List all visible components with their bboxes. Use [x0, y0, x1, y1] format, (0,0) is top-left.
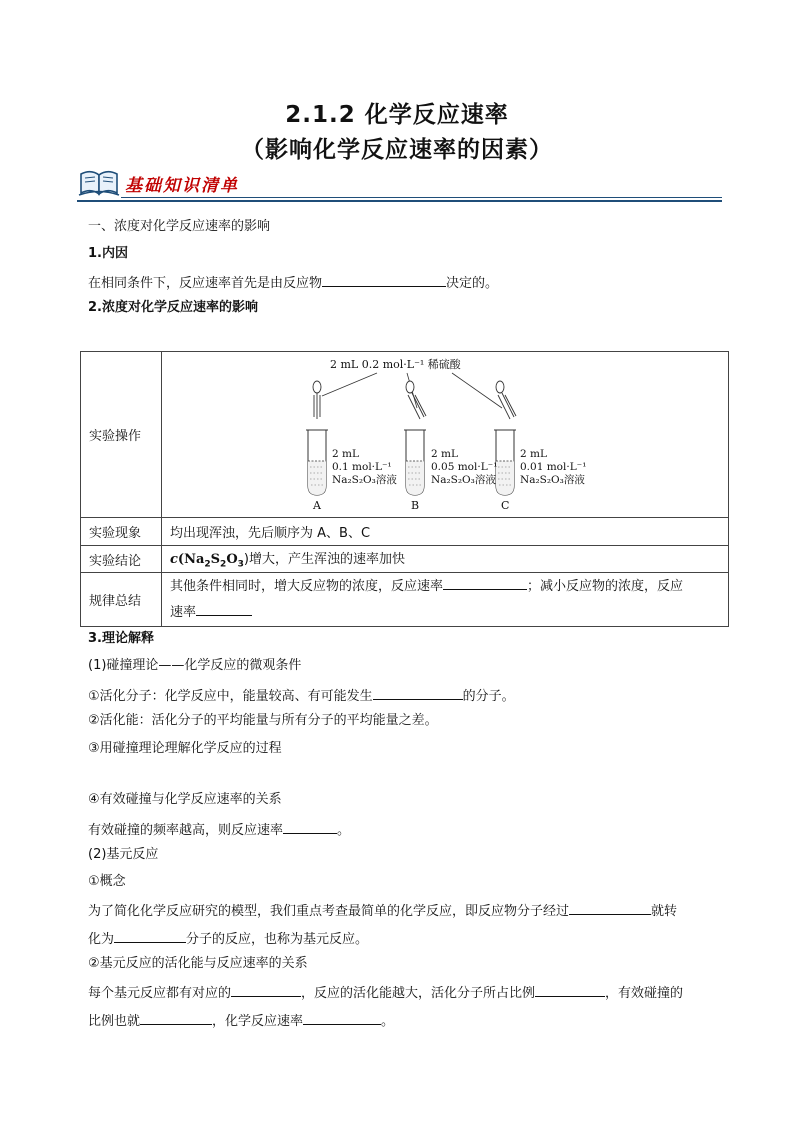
- row-label: 实验现象: [81, 518, 162, 546]
- table-row: [81, 352, 729, 518]
- tube-b-volume: 2 mL: [431, 447, 458, 460]
- section3-p13: [88, 1010, 394, 1031]
- experiment-table: [80, 351, 729, 627]
- section3-p1: (1)碰撞理论——化学反应的微观条件: [88, 658, 302, 673]
- page-subtitle: （影响化学反应速率的因素）: [241, 137, 553, 163]
- text-fragment: 其他条件相同时，增大反应物的浓度，反应速率: [170, 578, 444, 594]
- text-fragment: ，化学反应速率: [212, 1014, 304, 1029]
- conclusion-text: )增大，产生浑浊的速率加快: [243, 552, 405, 568]
- row-label: 实验操作: [81, 352, 162, 518]
- section3-p4: ③用碰撞理论理解化学反应的过程: [88, 741, 282, 756]
- tube-label-b: B: [411, 498, 420, 512]
- text-fragment: ；减小反应物的浓度，反应: [527, 578, 684, 594]
- text-fragment: 决定的。: [446, 276, 499, 291]
- formula-part: (Na: [177, 552, 205, 568]
- formula-c: c: [170, 552, 178, 568]
- formula-sub: 3: [237, 559, 244, 570]
- tube-c-solution: Na₂S₂O₃溶液: [520, 473, 585, 486]
- tube-label-a: A: [313, 498, 321, 512]
- section1-heading: 一、浓度对化学反应速率的影响: [88, 219, 271, 234]
- answer-blank[interactable]: [231, 982, 301, 997]
- section3-p12: [88, 982, 683, 1003]
- text-fragment: 的分子。: [462, 689, 515, 704]
- section3-p7: (2)基元反应: [88, 847, 159, 862]
- banner-divider-thick: [77, 200, 722, 202]
- answer-blank[interactable]: [322, 272, 446, 287]
- dropper-b: [406, 381, 426, 419]
- banner-label: 基础知识清单: [125, 176, 239, 196]
- text-fragment: 在相同条件下，反应速率首先是由反应物: [88, 276, 323, 291]
- diagram-cell: [162, 352, 729, 518]
- test-tube-a: [306, 430, 328, 512]
- row-content: [162, 573, 729, 627]
- answer-blank[interactable]: [114, 928, 186, 943]
- row-content: [162, 546, 729, 573]
- table-row: [81, 573, 729, 627]
- row-label: 规律总结: [81, 573, 162, 627]
- section3-p11: ②基元反应的活化能与反应速率的关系: [88, 956, 308, 971]
- text-fragment: 速率: [170, 604, 197, 620]
- answer-blank[interactable]: [283, 819, 337, 834]
- table-row: [81, 546, 729, 573]
- text-fragment: 有效碰撞的频率越高，则反应速率: [88, 823, 284, 838]
- summary-line2: [170, 600, 720, 626]
- tube-c-volume: 2 mL: [520, 447, 547, 460]
- answer-blank[interactable]: [569, 900, 651, 915]
- formula-sub: 2: [204, 559, 211, 570]
- text-fragment: 就转: [651, 904, 678, 919]
- tube-a-solution: Na₂S₂O₃溶液: [332, 473, 397, 486]
- answer-blank[interactable]: [443, 575, 527, 590]
- text-fragment: 分子的反应，也称为基元反应。: [186, 932, 369, 947]
- page-title: 2.1.2 化学反应速率: [285, 102, 509, 128]
- tube-b-solution: Na₂S₂O₃溶液: [431, 473, 496, 486]
- tube-a-volume: 2 mL: [332, 447, 359, 460]
- section3-p2: [88, 685, 515, 706]
- formula-sub: 2: [220, 559, 227, 570]
- dropper-a: [313, 381, 321, 419]
- answer-blank[interactable]: [535, 982, 605, 997]
- section3-p8: ①概念: [88, 874, 126, 889]
- section1-sub2: 2.浓度对化学反应速率的影响: [88, 300, 258, 315]
- section3-p5: ④有效碰撞与化学反应速率的关系: [88, 792, 282, 807]
- book-icon: [77, 166, 121, 198]
- text-fragment: 。: [381, 1014, 395, 1029]
- answer-blank[interactable]: [373, 685, 463, 700]
- text-fragment: 比例也就: [88, 1014, 141, 1029]
- answer-blank[interactable]: [303, 1010, 381, 1025]
- tube-a-conc: 0.1 mol·L⁻¹: [332, 460, 392, 473]
- section-banner: [77, 166, 722, 202]
- section3-p10: [88, 928, 368, 949]
- text-fragment: 。: [337, 823, 351, 838]
- text-fragment: ，反应的活化能越大，活化分子所占比例: [301, 986, 536, 1001]
- text-fragment: ，有效碰撞的: [605, 986, 684, 1001]
- text-fragment: 化为: [88, 932, 115, 947]
- dropper-c: [496, 381, 516, 419]
- row-content: 均出现浑浊，先后顺序为 A、B、C: [162, 518, 729, 546]
- section1-sub1-text: [88, 272, 498, 293]
- tube-b-conc: 0.05 mol·L⁻¹: [431, 460, 498, 473]
- text-fragment: 每个基元反应都有对应的: [88, 986, 232, 1001]
- answer-blank[interactable]: [196, 601, 252, 616]
- section3-heading: 3.理论解释: [88, 631, 154, 646]
- text-fragment: ①活化分子：化学反应中，能量较高、有可能发生: [88, 689, 373, 704]
- section3-p6: [88, 819, 350, 840]
- tube-label-c: C: [501, 498, 510, 512]
- formula-part: O: [226, 552, 238, 568]
- test-tube-b: [404, 430, 426, 512]
- tube-c-conc: 0.01 mol·L⁻¹: [520, 460, 587, 473]
- text-fragment: 为了简化化学反应研究的模型，我们重点考查最简单的化学反应，即反应物分子经过: [88, 904, 570, 919]
- summary-line1: [170, 574, 720, 600]
- section3-p3: ②活化能：活化分子的平均能量与所有分子的平均能量之差。: [88, 713, 438, 728]
- acid-label: 2 mL 0.2 mol·L⁻¹ 稀硫酸: [330, 357, 461, 371]
- section3-p9: [88, 900, 677, 921]
- row-label: 实验结论: [81, 546, 162, 573]
- table-row: [81, 518, 729, 546]
- experiment-diagram: [162, 353, 632, 517]
- banner-divider-thin: [121, 197, 722, 198]
- section1-sub1: 1.内因: [88, 246, 128, 261]
- formula-part: S: [210, 552, 221, 568]
- answer-blank[interactable]: [140, 1010, 212, 1025]
- test-tubes-svg: [162, 353, 632, 517]
